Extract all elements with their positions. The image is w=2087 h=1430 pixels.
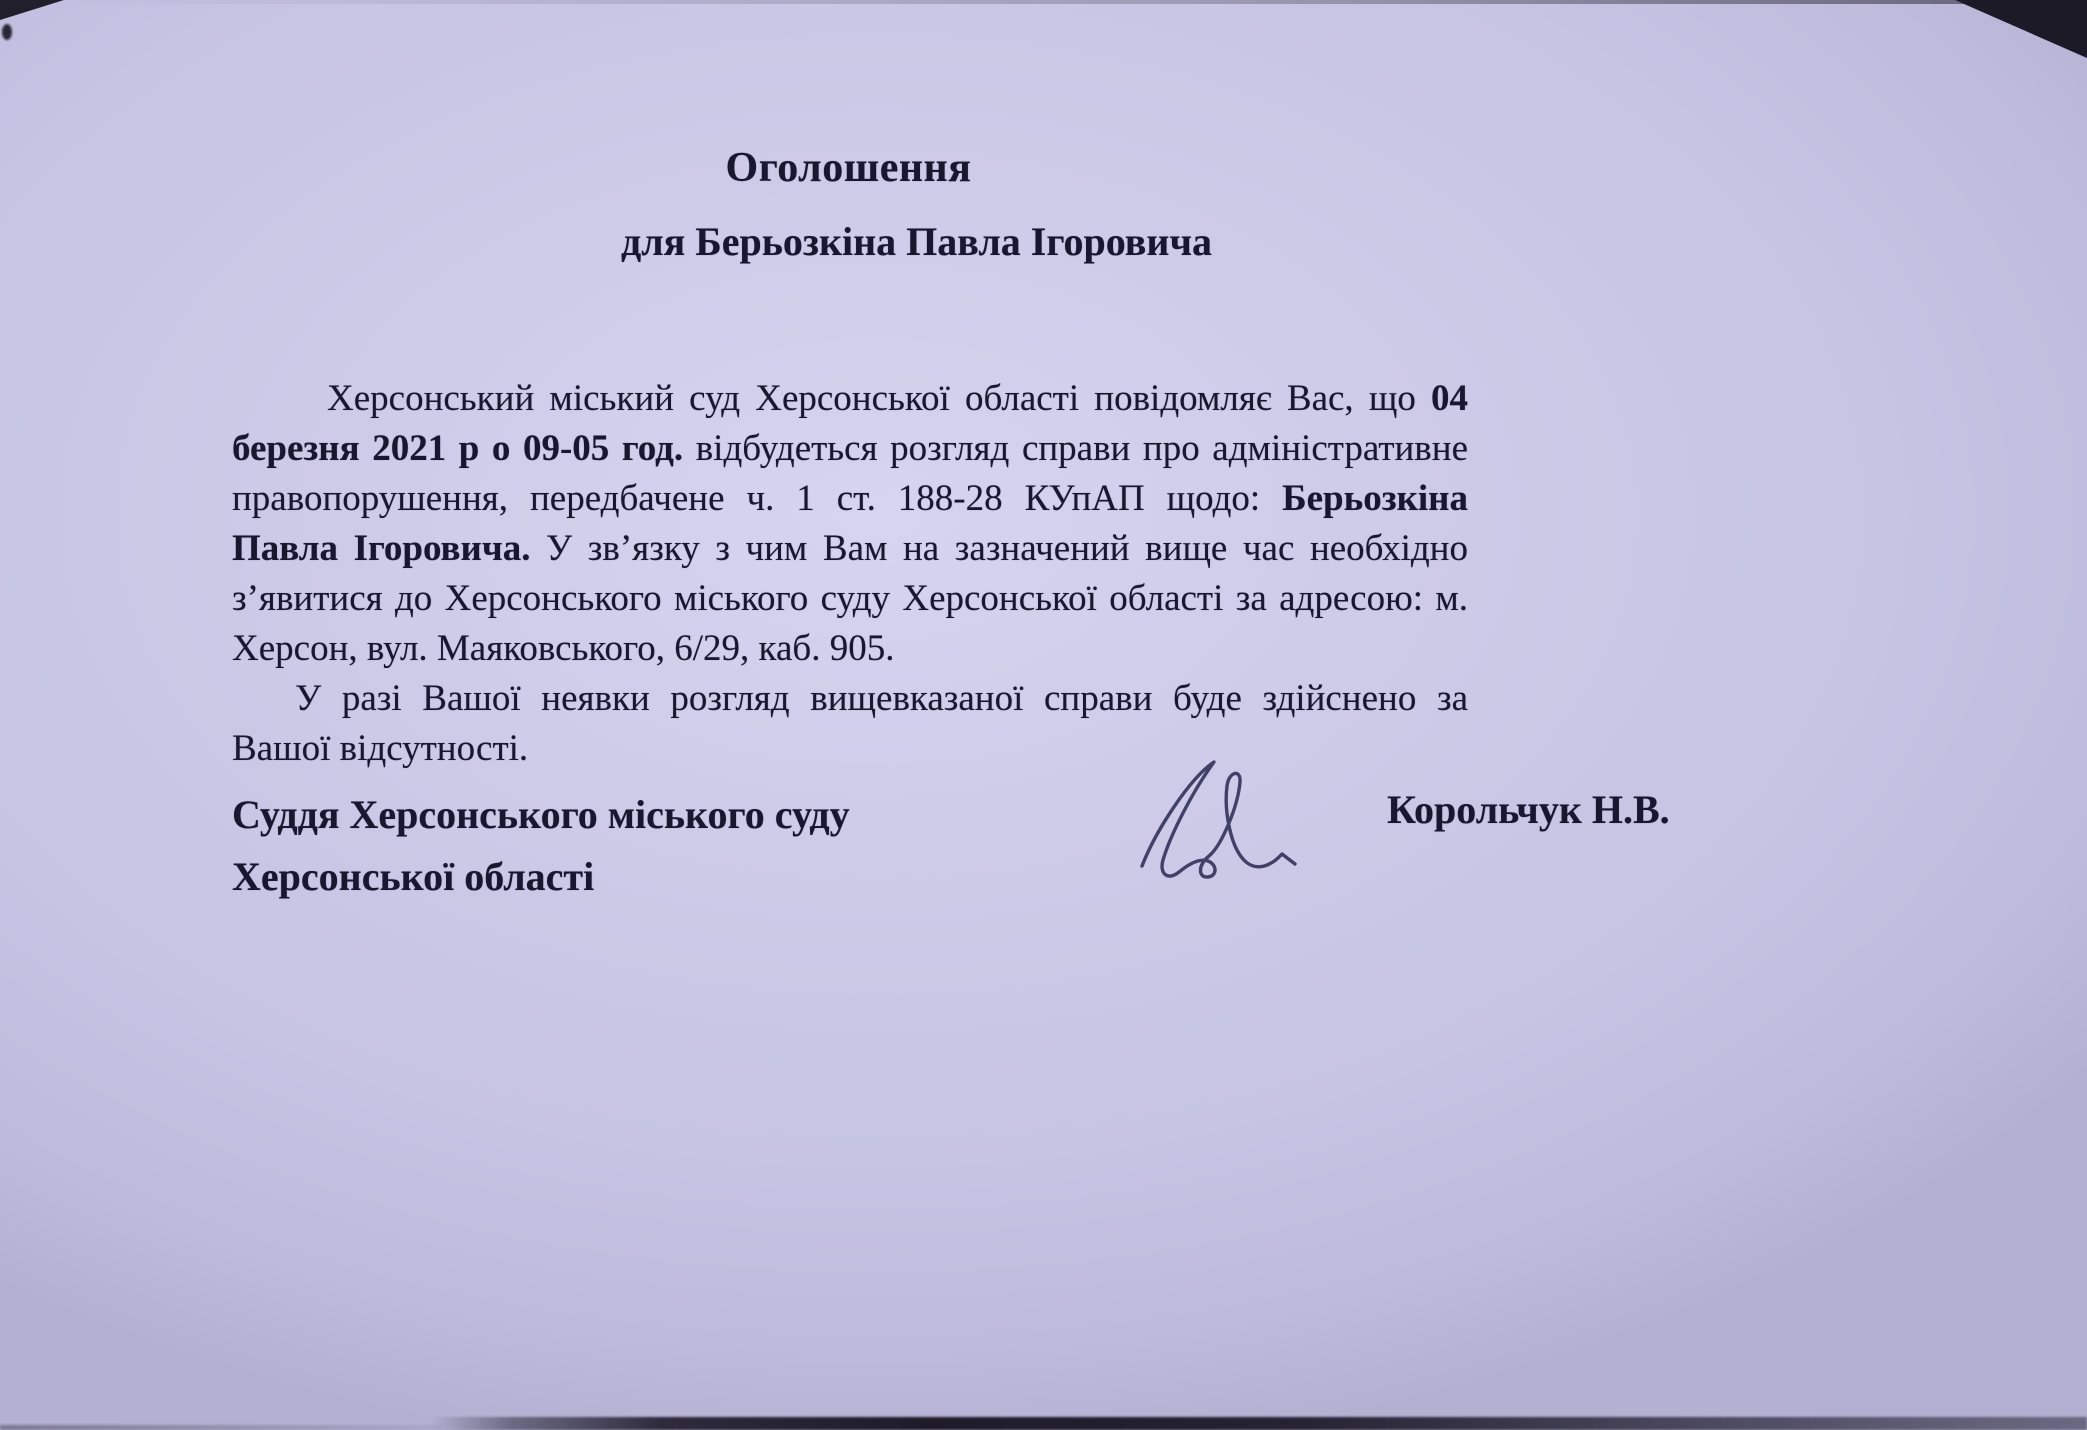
handwritten-signature <box>1118 748 1328 898</box>
photo-edge-bottom <box>430 1417 2087 1430</box>
photo-edge-bottom-left <box>0 1425 440 1430</box>
signer-name: Корольчук Н.В. <box>1387 787 1670 832</box>
body-paragraph-absence-warning: У разі Вашої неявки розгляд вищевказаної справи буде здійснено за Вашої відсутності. <box>232 678 1468 769</box>
photo-edge-top-strip <box>60 0 1967 4</box>
paragraph-segment-defendant-name: Берьозкіна Павла Ігоровича. <box>232 478 1468 569</box>
paragraph-segment-address: У зв’язку з чим Вам на зазначений вище час необхідно з’явитися до Херсонського міського суду Херсонської області за адресою: м. Херсон, вул. Маяковського, 6/29, каб. 905. <box>232 528 1468 669</box>
photo-edge-top-left-mark <box>2 24 12 40</box>
recipient-line: для Берьозкіна Павла Ігоровича <box>620 219 1212 264</box>
signer-title-line2: Херсонської області <box>232 854 595 899</box>
body-paragraph-main <box>232 374 1468 674</box>
photo-edge-top-right <box>1955 0 2087 58</box>
signer-title <box>232 784 850 908</box>
document-title: Оголошення <box>725 145 972 191</box>
signer-title-line1: Суддя Херсонського міського суду <box>232 792 850 837</box>
paragraph-segment-hearing-date: 04 березня 2021 р о 09-05 год. <box>232 378 1468 469</box>
photo-edge-top-left <box>0 0 64 20</box>
paragraph-segment-case-info: відбудеться розгляд справи про адміністративне правопорушення, передбачене ч. 1 ст. 188-28 КУпАП щодо: <box>232 428 1468 519</box>
paragraph-segment-intro: Херсонський міський суд Херсонської області повідомляє Вас, що <box>327 378 1431 419</box>
document-body <box>232 374 1468 774</box>
